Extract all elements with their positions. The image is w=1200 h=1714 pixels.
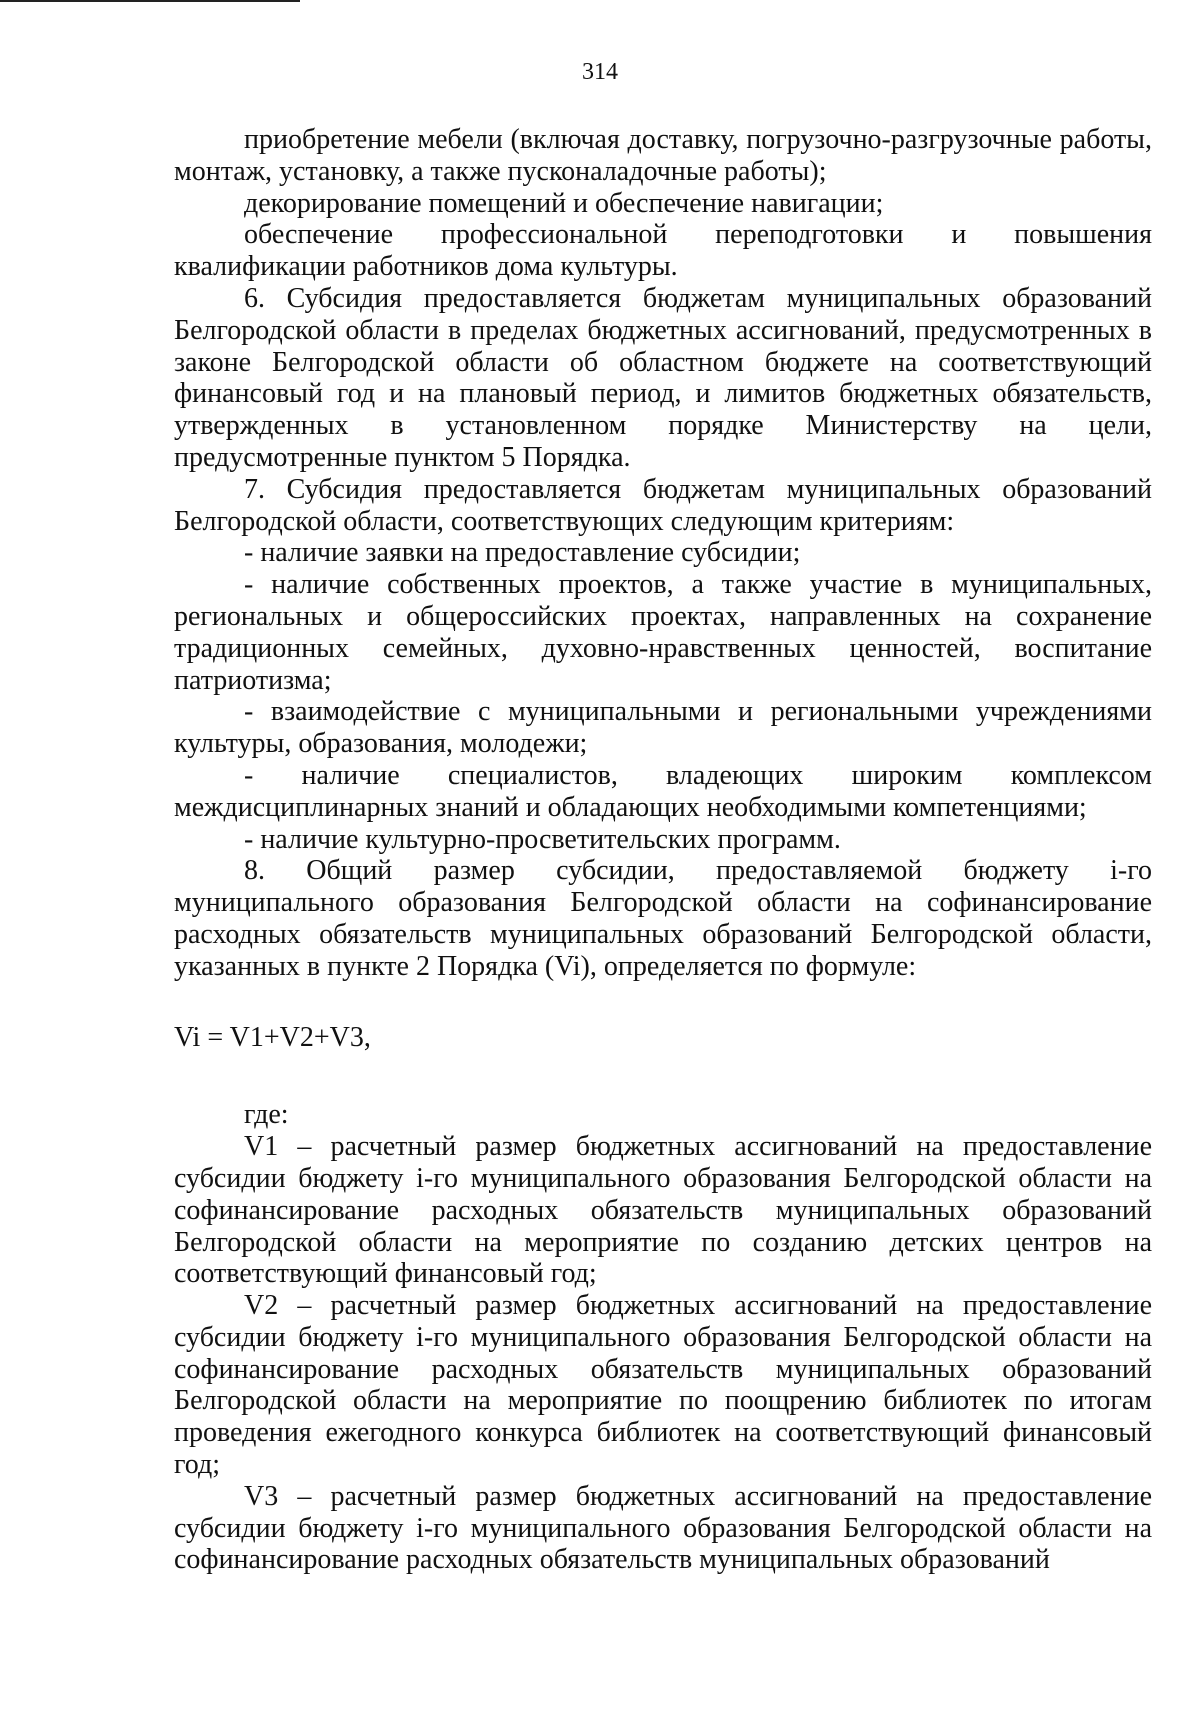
definition-v1: V1 – расчетный размер бюджетных ассигнований на предоставление субсидии бюджету i-го муниципального образования Белгородской области на софинансирование расходных обязательств муниципальных образований Белгородской области на мероприятие по созданию детских центров на соответствующий финансовый год; xyxy=(174,1131,1152,1290)
document-body xyxy=(174,124,1152,1576)
paragraph-furniture: приобретение мебели (включая доставку, погрузочно-разгрузочные работы, монтаж, установку, а также пусконаладочные работы); xyxy=(174,124,1152,187)
page-number: 314 xyxy=(582,59,618,85)
clause-7: 7. Субсидия предоставляется бюджетам муниципальных образований Белгородской области, соответствующих следующим критериям: xyxy=(174,473,1152,537)
clause-8: 8. Общий размер субсидии, предоставляемой бюджету i-го муниципального образования Белгородской области на софинансирование расходных обязательств муниципальных образований Белгородской области, указанных в пункте 2 Порядка (Vi), определяется по формуле: xyxy=(174,855,1152,982)
criterion-cooperation: - взаимодействие с муниципальными и региональными учреждениями культуры, образования, молодежи; xyxy=(174,696,1152,760)
clause-6: 6. Субсидия предоставляется бюджетам муниципальных образований Белгородской области в пределах бюджетных ассигнований, предусмотренных в законе Белгородской области об областном бюджете на соответствующий финансовый год и на плановый период, и лимитов бюджетных обязательств, утвержденных в установленном порядке Министерству на цели, предусмотренные пунктом 5 Порядка. xyxy=(174,282,1152,473)
criterion-projects: - наличие собственных проектов, а также участие в муниципальных, региональных и общероссийских проектах, направленных на сохранение традиционных семейных, духовно-нравственных ценностей, воспитание патриотизма; xyxy=(174,569,1152,696)
paragraph-training: обеспечение профессиональной переподготовки и повышения квалификации работников дома культуры. xyxy=(174,219,1152,283)
criterion-specialists: - наличие специалистов, владеющих широким комплексом междисциплинарных знаний и обладающих необходимыми компетенциями; xyxy=(174,759,1152,823)
criterion-programs: - наличие культурно-просветительских программ. xyxy=(244,823,841,855)
scan-edge-rule xyxy=(0,0,300,2)
criterion-application: - наличие заявки на предоставление субсидии; xyxy=(244,537,801,569)
definition-v3: V3 – расчетный размер бюджетных ассигнований на предоставление субсидии бюджету i-го муниципального образования Белгородской области на софинансирование расходных обязательств муниципальных образований xyxy=(174,1480,1152,1576)
definition-v2: V2 – расчетный размер бюджетных ассигнований на предоставление субсидии бюджету i-го муниципального образования Белгородской области на софинансирование расходных обязательств муниципальных образований Белгородской области на мероприятие по поощрению библиотек по итогам проведения ежегодного конкурса библиотек на соответствующий финансовый год; xyxy=(174,1290,1152,1481)
paragraph-decoration: декорирование помещений и обеспечение навигации; xyxy=(244,187,884,219)
subsidy-formula: Vi = V1+V2+V3, xyxy=(174,1021,371,1053)
where-label: где: xyxy=(244,1099,289,1131)
